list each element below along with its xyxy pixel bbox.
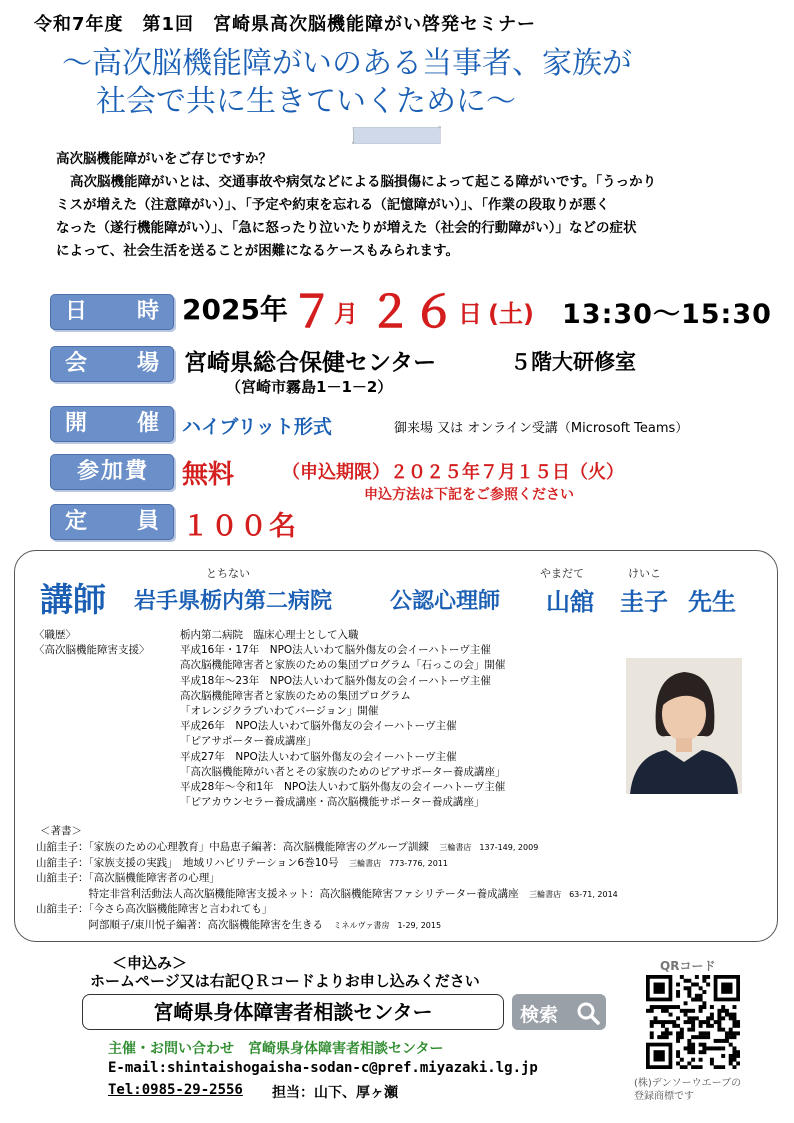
affiliation-ruby: とちない xyxy=(206,567,250,580)
history-item: 平成18年～23年 NPO法人いわて脳外傷友の会イーハトーヴ主催 xyxy=(180,674,491,687)
contact-tel[interactable]: Tel:0985-29-2556 xyxy=(108,1082,243,1098)
search-button[interactable] xyxy=(512,994,606,1030)
date-weekday: (土) xyxy=(488,300,534,328)
contact-email[interactable]: E-mail:shintaishogaisha-sodan-c@pref.miyazaki.lg.jp xyxy=(108,1060,538,1076)
history-item: 平成27年 NPO法人いわて脳外傷友の会イーハトーヴ主催 xyxy=(180,750,457,763)
lecturer-surname: 山舘 xyxy=(546,588,594,616)
history-label: 〈職歴〉 xyxy=(34,629,76,641)
history-item: 平成16年・17年 NPO法人いわて脳外傷友の会イーハトーヴ主催 xyxy=(180,644,491,657)
date-month-unit: 月 xyxy=(334,300,358,328)
publication-item: 特定非営利活動法人高次脳機能障害支援ネット：高次脳機能障害ファシリテーター養成講座 三輪書店 63-71, 2014 xyxy=(36,887,618,900)
history-item: 高次脳機能障害者と家族のための集団プログラム「石っこの会」開催 xyxy=(180,659,506,672)
publication-item: 山舘圭子：「今さら高次脳機能障害と言われても」 xyxy=(36,903,273,915)
intro-text xyxy=(56,148,766,263)
fee-value: 無料 xyxy=(182,460,235,490)
date-day: ２６ xyxy=(368,287,456,338)
qr-note xyxy=(634,1077,741,1103)
publication-item: 山舘圭子：「家族支援の実践」 地域リハビリテーション6巻10号 三輪書店 773-776, 2011 xyxy=(36,856,448,869)
contact-person: 担当：山下、厚ヶ瀬 xyxy=(272,1085,398,1101)
date-label: 日 時 xyxy=(50,294,174,330)
format-value: ハイブリット形式 xyxy=(182,416,332,438)
capacity-label: 定 員 xyxy=(50,504,174,540)
qr-label: QRコード xyxy=(660,959,716,973)
qr-code[interactable] xyxy=(646,975,740,1069)
deadline: （申込期限）２０２５年７月１５日（火） xyxy=(282,462,624,483)
date-month: ７ xyxy=(290,287,334,338)
history-label: 〈高次脳機能障害支援〉 xyxy=(34,644,150,656)
surname-ruby: やまだて xyxy=(540,567,584,580)
lecturer-role: 公認心理師 xyxy=(390,589,501,614)
search-input-text: 宮崎県身体障害者相談センター xyxy=(153,1000,433,1024)
history-item: 栃内第二病院 臨床心理士として入職 xyxy=(180,629,359,641)
history-item: 「ピアカウンセラー養成講座・高次脳機能サポーター養成講座」 xyxy=(180,796,485,809)
portrait-icon xyxy=(626,658,742,794)
fee-label: 参加費 xyxy=(50,454,174,490)
scroll-frame-icon xyxy=(20,126,772,144)
publication-item: 山舘圭子：「高次脳機能障害者の心理」 xyxy=(36,872,220,884)
intro-question: 高次脳機能障がいをご存じですか？ xyxy=(56,151,272,167)
qr-note-line: 登録商標です xyxy=(634,1091,694,1102)
search-button-label: 検索 xyxy=(520,1004,559,1026)
intro-line: なった（遂行機能障がい）」、「急に怒ったり泣いたりが増えた（社会的行動障がい）」などの症状 xyxy=(56,220,637,236)
history-item: 「オレンジクラブいわてバージョン」開催 xyxy=(180,705,379,718)
venue-label: 会 場 xyxy=(50,346,174,382)
intro-line: によって、社会生活を送ることが困難になるケースもみられます。 xyxy=(56,243,459,259)
date-day-unit: 日 xyxy=(458,300,482,328)
venue-address: （宮崎市霧島1－1－2） xyxy=(226,378,393,396)
seminar-title-line2: 社会で共に生きていくために～ xyxy=(96,84,516,119)
apply-instruction: ホームページ又は右記ＱＲコードよりお申し込みください xyxy=(90,972,480,990)
history-item: 平成26年 NPO法人いわて脳外傷友の会イーハトーヴ主催 xyxy=(180,720,457,733)
publication-list xyxy=(36,840,618,933)
organizer: 主催・お問い合わせ 宮崎県身体障害者相談センター xyxy=(108,1041,444,1057)
format-label: 開 催 xyxy=(50,406,174,442)
publication-item: 山舘圭子：「家族のための心理教育」中島恵子編著：高次脳機能障害のグループ訓練 三輪書店 137-149, 2009 xyxy=(36,841,539,853)
intro-line: ミスが増えた（注意障がい）」、「予定や約束を忘れる（記憶障がい）」、「作業の段取りが悪く xyxy=(56,197,610,213)
venue-room: ５階大研修室 xyxy=(510,350,636,374)
history-item: 平成28年～令和1年 NPO法人いわて脳外傷友の会イーハトーヴ主催 xyxy=(180,781,506,794)
venue-name: 宮崎県総合保健センター xyxy=(184,350,437,376)
given-ruby: けいこ xyxy=(628,567,661,580)
intro-scroll xyxy=(20,126,772,278)
qr-code-icon xyxy=(646,975,740,1069)
lecturer-title: 講師 xyxy=(40,580,106,619)
qr-note-line: (株)デンソーウエーブの xyxy=(634,1078,742,1089)
capacity-value: １００名 xyxy=(182,511,298,542)
history-item: 「高次脳機能障がい者とその家族のためのピアサポーター養成講座」 xyxy=(180,765,506,778)
lecturer-honorific: 先生 xyxy=(688,588,736,616)
apply-heading: ＜申込み＞ xyxy=(112,954,188,972)
format-note: 御来場 又は オンライン受講（Microsoft Teams） xyxy=(394,421,689,436)
apply-note: 申込方法は下記をご参照ください xyxy=(364,487,574,503)
publication-item: 阿部順子/東川悦子編著：高次脳機能障害を生きる ミネルヴァ書房 1-29, 2015 xyxy=(36,918,442,931)
lecturer-photo xyxy=(626,658,742,794)
seminar-title-line1: ～高次脳機能障がいのある当事者、家族が xyxy=(62,46,632,81)
search-input[interactable] xyxy=(82,994,504,1030)
lecturer-given-name: 圭子 xyxy=(620,588,668,616)
intro-line: 高次脳機能障がいとは、交通事故や病気などによる脳損傷によって起こる障がいです。「うっかり xyxy=(70,174,657,190)
date-year: 2025年 xyxy=(182,293,288,326)
date-time: 13:30～15:30 xyxy=(562,299,772,330)
history-item: 高次脳機能障害者と家族のための集団プログラム xyxy=(180,689,411,702)
search-icon xyxy=(576,1001,600,1025)
history-list xyxy=(180,628,506,810)
history-item: 「ピアサポーター養成講座」 xyxy=(180,735,317,748)
seminar-header: 令和7年度 第1回 宮崎県高次脳機能障がい啓発セミナー xyxy=(34,14,537,35)
lecturer-affiliation: 岩手県栃内第二病院 xyxy=(134,589,333,614)
publications-label: ＜著書＞ xyxy=(40,825,82,837)
